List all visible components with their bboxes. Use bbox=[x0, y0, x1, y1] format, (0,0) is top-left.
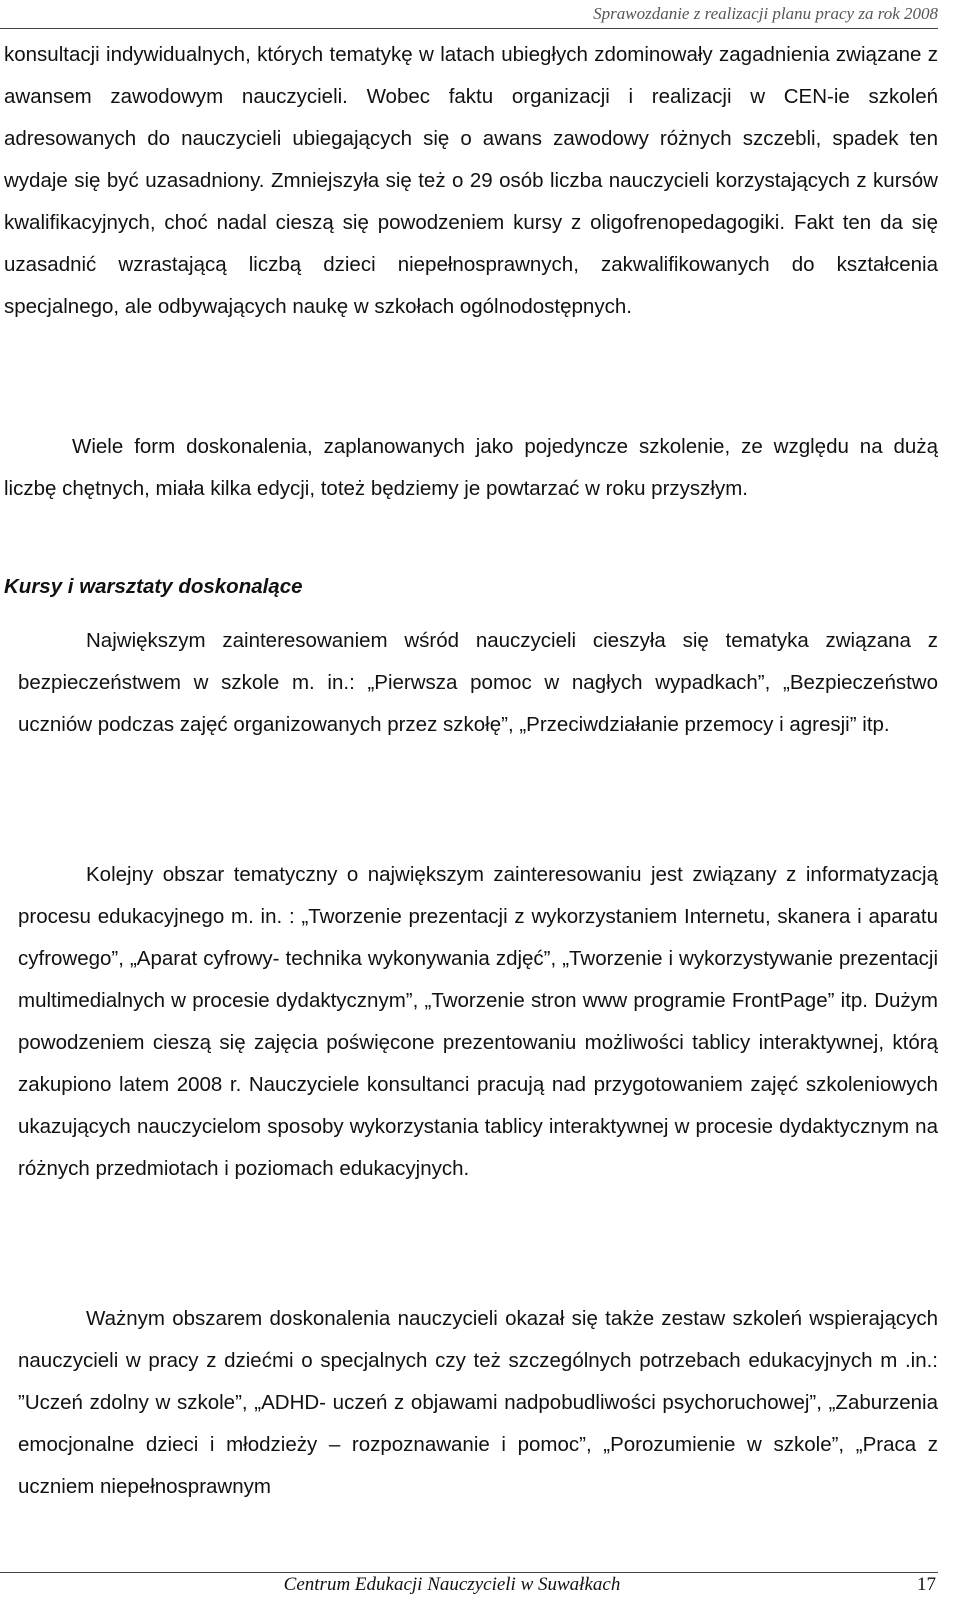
section-heading: Kursy i warsztaty doskonalące bbox=[4, 575, 303, 598]
paragraph-special-needs: Ważnym obszarem doskonalenia nauczycieli okazał się także zestaw szkoleń wspierających nauczycieli w pracy z dziećmi o specjalnych czy też szczególnych potrzebach edukacyjnych m .in.: ”Uczeń zdolny w szkole”, „ADHD- uczeń z objawami nadpobudliwości psychoruchowej”, „Zaburzenia emocjonalne dzieci i młodzieży – rozpoznawanie i pomoc”, „Porozumienie w szkole”, „Praca z uczniem niepełnosprawnym bbox=[18, 1307, 938, 1498]
paragraph-multiple-editions: Wiele form doskonalenia, zaplanowanych jako pojedyncze szkolenie, ze względu na dużą liczbę chętnych, miała kilka edycji, toteż będziemy je powtarzać w roku przyszłym. bbox=[4, 435, 938, 500]
footer-rule bbox=[0, 1572, 938, 1573]
header-rule bbox=[0, 28, 938, 29]
footer-institution: Centrum Edukacji Nauczycieli w Suwałkach bbox=[283, 1574, 621, 1595]
paragraph-it-topics: Kolejny obszar tematyczny o największym zainteresowaniu jest związany z informatyzacją procesu edukacyjnego m. in. : „Tworzenie prezentacji z wykorzystaniem Internetu, skanera i aparatu cyfrowego”, „Aparat cyfrowy- technika wykonywania zdjęć”, „Tworzenie i wykorzystywanie prezentacji multimedialnych w procesie dydaktycznym”, „Tworzenie stron www programie FrontPage” itp. Dużym powodzeniem cieszą się zajęcia poświęcone prezentowaniu możliwości tablicy interaktywnej, którą zakupiono latem 2008 r. Nauczyciele konsultanci pracują nad przygotowaniem zajęć szkoleniowych ukazujących nauczycielom sposoby wykorzystania tablicy interaktywnej w procesie dydaktycznym na różnych przedmiotach i poziomach edukacyjnych. bbox=[18, 863, 938, 1180]
running-header: Sprawozdanie z realizacji planu pracy za rok 2008 bbox=[593, 4, 938, 23]
page-number: 17 bbox=[917, 1574, 936, 1595]
paragraph-safety-topics: Największym zainteresowaniem wśród nauczycieli cieszyła się tematyka związana z bezpieczeństwem w szkole m. in.: „Pierwsza pomoc w nagłych wypadkach”, „Bezpieczeństwo uczniów podczas zajęć organizowanych przez szkołę”, „Przeciwdziałanie przemocy i agresji” itp. bbox=[18, 629, 938, 736]
paragraph-consultations: konsultacji indywidualnych, których tematykę w latach ubiegłych zdominowały zagadnienia związane z awansem zawodowym nauczycieli. Wobec faktu organizacji i realizacji w CEN-ie szkoleń adresowanych do nauczycieli ubiegających się o awans zawodowy różnych szczebli, spadek ten wydaje się być uzasadniony. Zmniejszyła się też o 29 osób liczba nauczycieli korzystających z kursów kwalifikacyjnych, choć nadal cieszą się powodzeniem kursy z oligofrenopedagogiki. Fakt ten da się uzasadnić wzrastającą liczbą dzieci niepełnosprawnych, zakwalifikowanych do kształcenia specjalnego, ale odbywających naukę w szkołach ogólnodostępnych. bbox=[4, 43, 938, 318]
